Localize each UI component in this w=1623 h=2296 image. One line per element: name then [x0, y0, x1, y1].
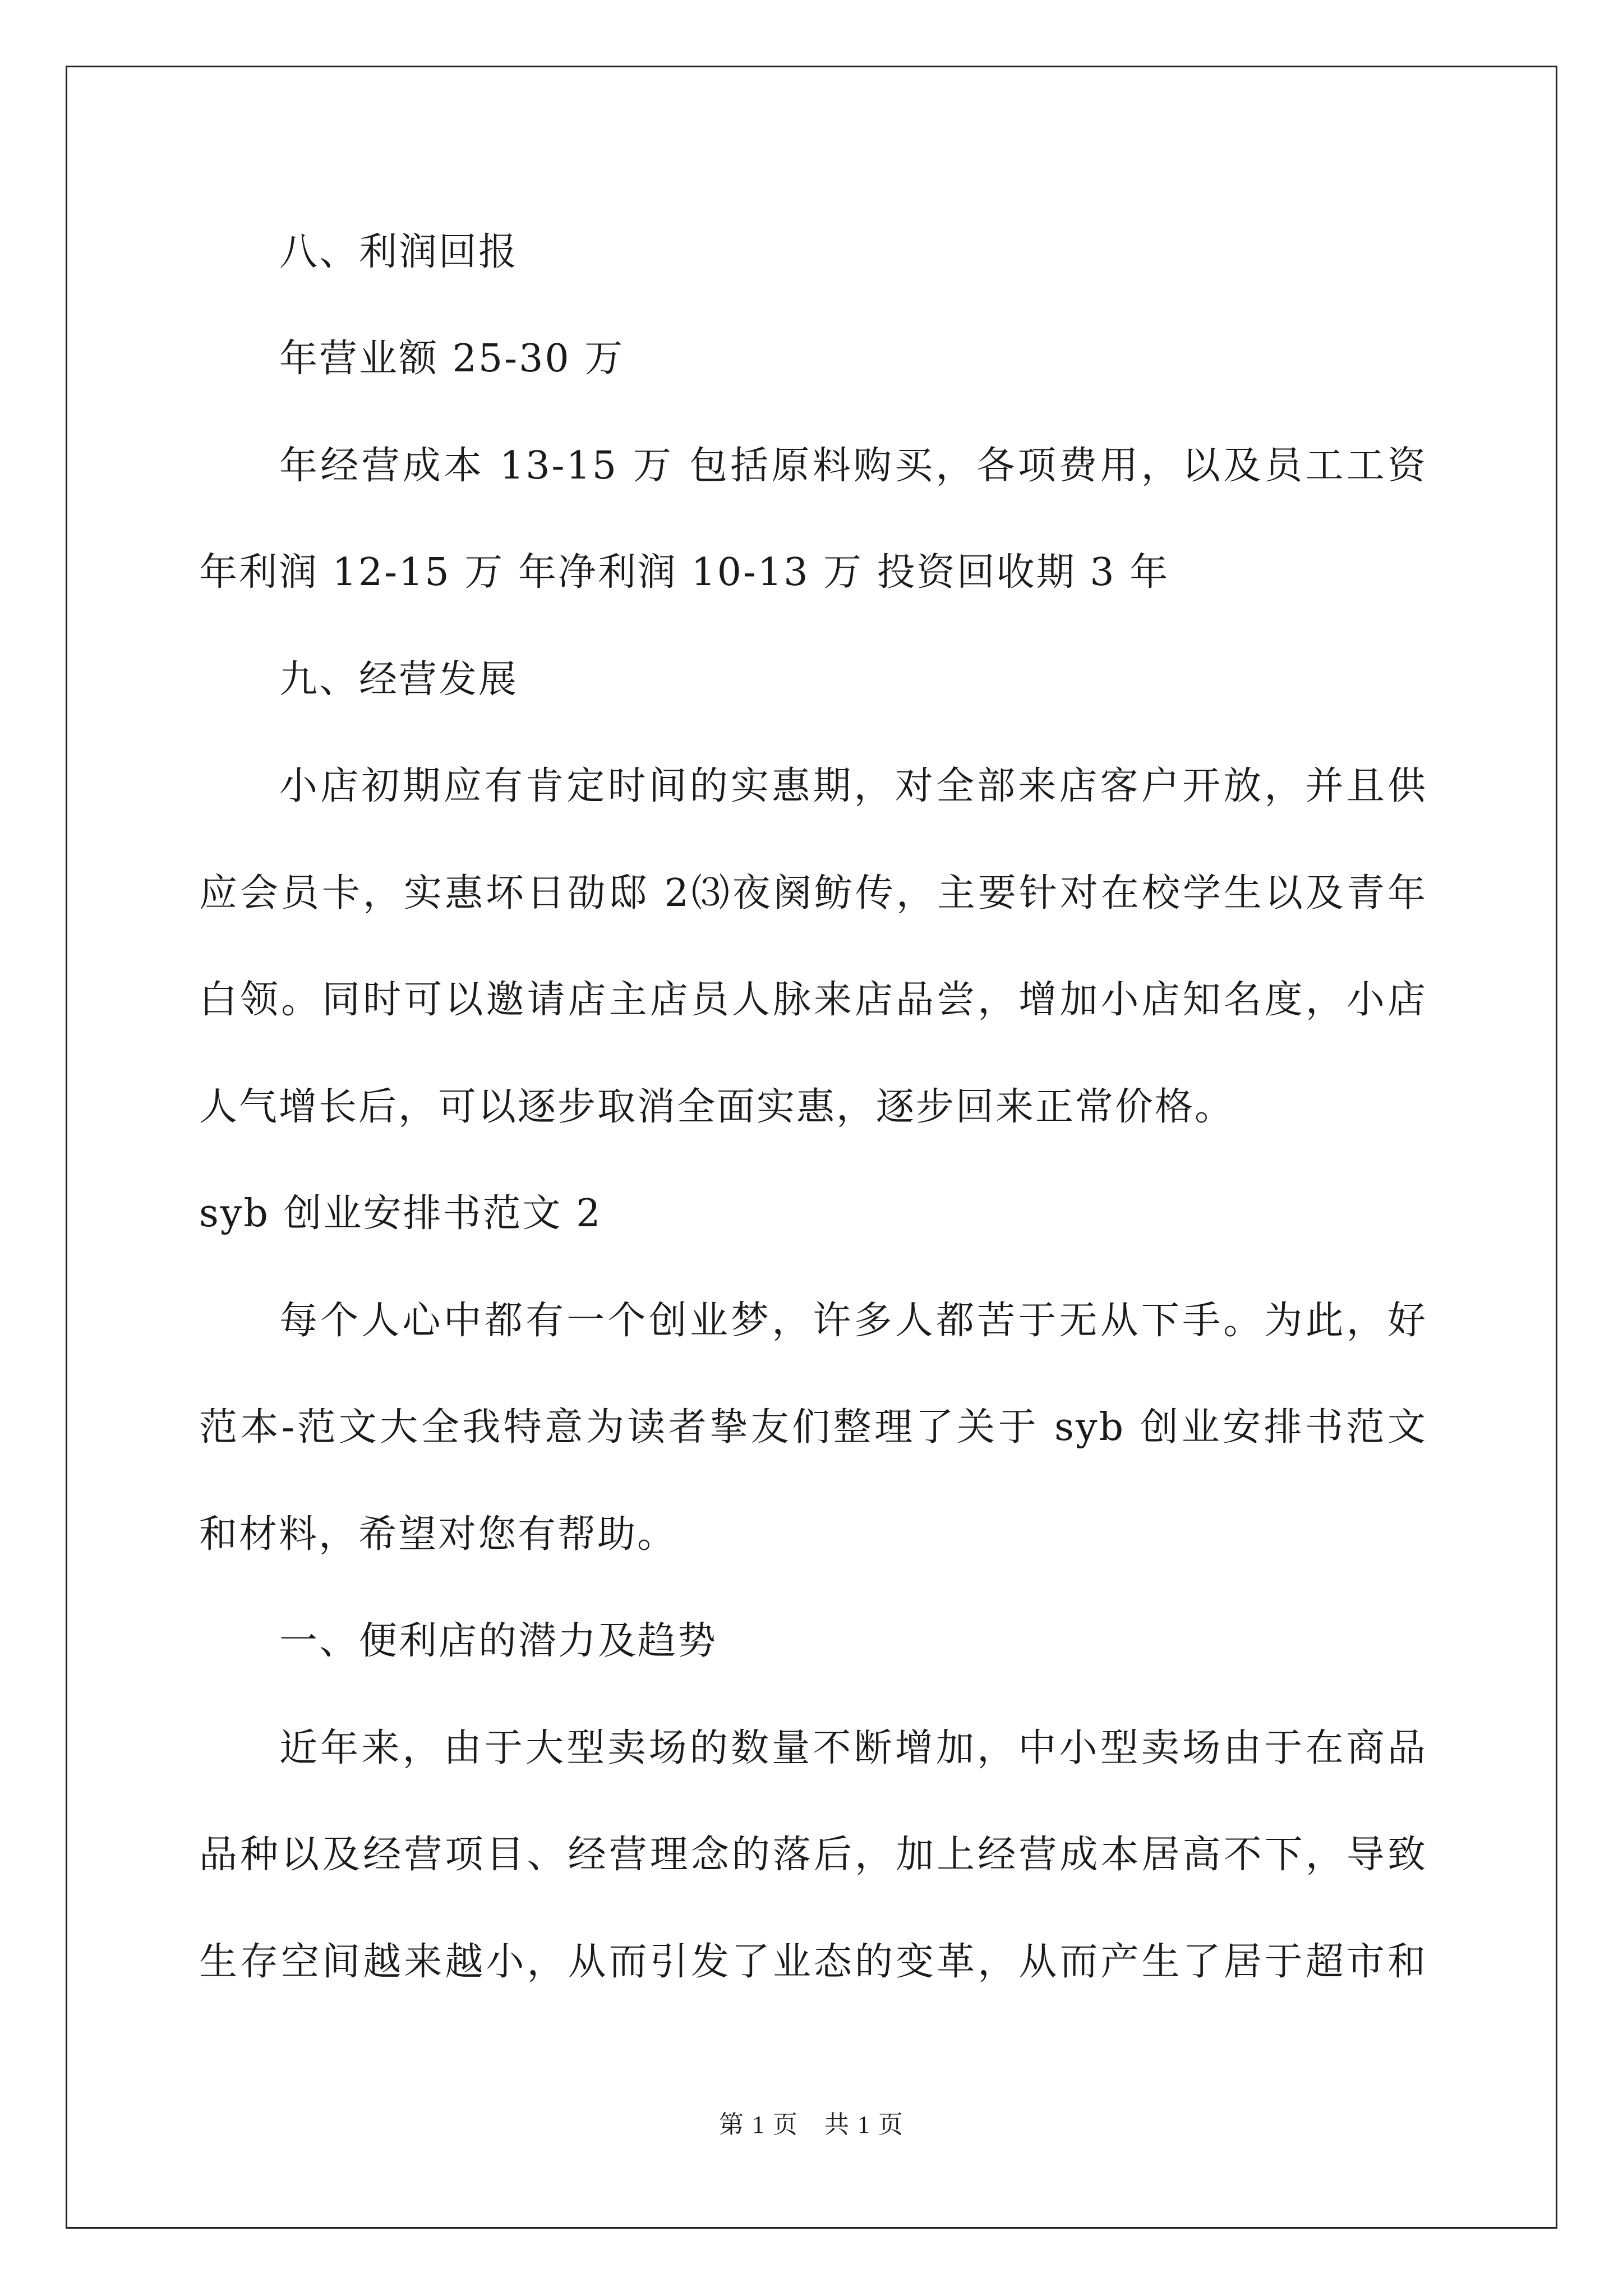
paragraph-line: 品种以及经营项目、经营理念的落后，加上经营成本居高不下，导致	[199, 1833, 1427, 1877]
paragraph-line: 年营业额 25-30 万	[279, 337, 625, 381]
page-number: 第 1 页 共 1 页	[719, 2111, 904, 2138]
paragraph-line: 和材料，希望对您有帮助。	[199, 1512, 677, 1557]
paragraph-line: 生存空间越来越小，从而引发了业态的变革，从而产生了居于超市和	[199, 1940, 1427, 1984]
paragraph-line: 年利润 12-15 万 年净利润 10-13 万 投资回收期 3 年	[199, 550, 1170, 595]
paragraph-line: 白领。同时可以邀请店主店员人脉来店品尝，增加小店知名度，小店	[199, 978, 1427, 1022]
paragraph-line: 年经营成本 13-15 万 包括原料购买，各项费用，以及员工工资	[279, 444, 1427, 488]
section-heading: 八、利润回报	[279, 230, 519, 274]
paragraph-line: 近年来，由于大型卖场的数量不断增加，中小型卖场由于在商品	[279, 1726, 1427, 1770]
paragraph-line: 每个人心中都有一个创业梦，许多人都苦于无从下手。为此，好	[279, 1299, 1427, 1343]
paragraph-line: 应会员卡，实惠坏日劭邸 2⑶夜阕鲂传，主要针对在校学生以及青年	[199, 871, 1427, 915]
section-heading: 一、便利店的潜力及趋势	[279, 1619, 718, 1663]
paragraph-line: 人气增长后，可以逐步取消全面实惠，逐步回来正常价格。	[199, 1085, 1235, 1129]
paragraph-line: 范本-范文大全我特意为读者挚友们整理了关于 syb 创业安排书范文	[199, 1405, 1427, 1450]
page-border	[66, 66, 1557, 2229]
document-title: syb 创业安排书范文 2	[199, 1191, 602, 1236]
paragraph-line: 小店初期应有肯定时间的实惠期，对全部来店客户开放，并且供	[279, 764, 1427, 808]
section-heading: 九、经营发展	[279, 657, 519, 702]
